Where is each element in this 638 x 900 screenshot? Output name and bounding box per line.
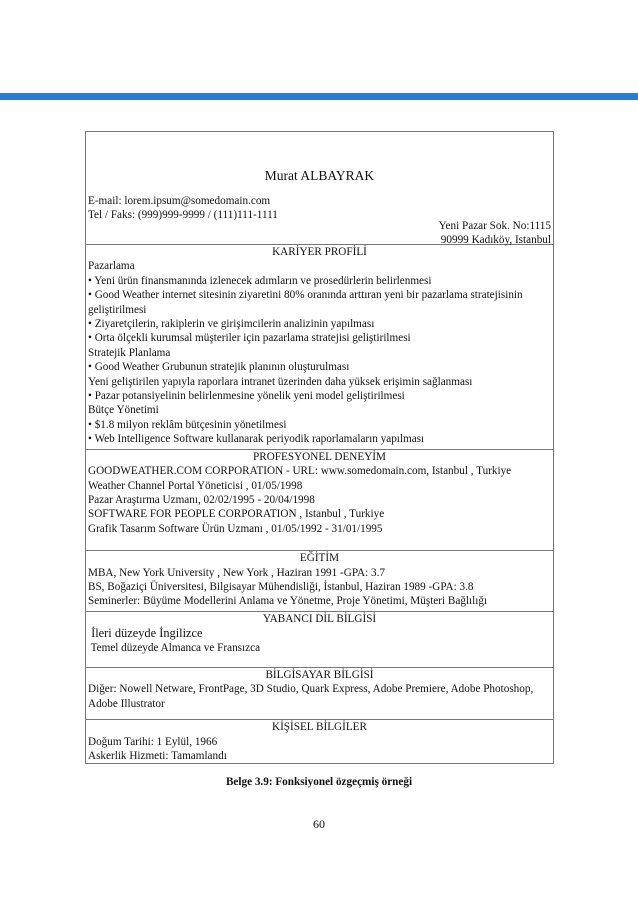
career-line: • Good Weather internet sitesinin ziyaretini 80% oranında arttıran yeni bir pazarlama stratejisinin [88,289,523,302]
experience-line: Weather Channel Portal Yöneticisi , 01/05/1998 [88,479,303,492]
phone-text: Tel / Faks: (999)999-9999 / (111)111-1111 [88,209,278,222]
foreign-language-section [86,612,553,668]
section-title: YABANCI DİL BİLGİSİ [262,612,377,625]
contact-block [88,194,278,223]
header-accent-rule [0,93,638,100]
experience-line: Grafik Tasarım Software Ürün Uzmanı , 01/05/1992 - 31/01/1995 [88,522,383,535]
language-line: Temel düzeyde Almanca ve Fransızca [88,641,261,654]
section-title: KİŞİSEL BİLGİLER [272,721,367,734]
experience-section [86,450,553,551]
language-line: İleri düzeyde İngilizce [88,626,203,641]
career-line: • Good Weather Grubunun stratejik planının oluşturulması [88,361,350,374]
experience-line: SOFTWARE FOR PEOPLE CORPORATION , Istanbul , Turkiye [88,508,385,521]
education-section [86,551,553,612]
education-line: Seminerler: Büyüme Modellerini Anlama ve Yönetme, Proje Yönetimi, Müşteri Bağlılığı [88,595,488,608]
section-title: KARİYER PROFİLİ [272,246,367,258]
page-number: 60 [313,817,325,831]
career-line: Yeni geliştirilen yapıyla raporlara intranet üzerinden daha yüksek erişimin sağlanması [88,375,473,388]
career-line: • $1.8 milyon reklâm bütçesinin yönetilmesi [88,418,287,431]
career-line: geliştirilmesi [88,303,147,316]
figure-caption: Belge 3.9: Fonksiyonel özgeçmiş örneği [225,776,413,788]
personal-line: Doğum Tarihi: 1 Eylül, 1966 [88,735,218,748]
computer-line: Adobe Illustrator [88,697,165,710]
computer-line: Diğer: Nowell Netware, FrontPage, 3D Studio, Quark Express, Adobe Premiere, Adobe Photoshop, [88,683,534,696]
section-title: EĞİTİM [299,552,340,565]
cv-header-section [86,132,553,245]
experience-line: Pazar Araştırma Uzmanı, 02/02/1995 - 20/04/1998 [88,493,315,506]
career-line: • Orta ölçekli kurumsal müşteriler için pazarlama stratejisi geliştirilmesi [88,332,411,345]
computer-skills-section [86,668,553,720]
career-line: Bütçe Yönetimi [88,404,159,417]
career-line: • Ziyaretçilerin, rakiplerin ve girişimcilerin analizinin yapılması [88,318,375,331]
section-title: PROFESYONEL DENEYİM [253,450,386,463]
career-line: • Web Intelligence Software kullanarak periyodik raporlamaların yapılması [88,433,425,446]
education-line: MBA, New York University , New York , Haziran 1991 -GPA: 3.7 [88,566,385,579]
experience-line: GOODWEATHER.COM CORPORATION - URL: www.somedomain.com, Istanbul , Turkiye [88,465,512,478]
email-text: E-mail: lorem.ipsum@somedomain.com [88,195,271,207]
person-name: Murat ALBAYRAK [264,168,375,183]
career-profile-section [86,245,553,450]
education-line: BS, Boğaziçi Üniversitesi, Bilgisayar Mühendisliği, İstanbul, Haziran 1989 -GPA: 3.8 [88,580,474,593]
personal-info-section [86,720,553,764]
career-line: • Pazar potansiyelinin belirlenmesine yönelik yeni model geliştirilmesi [88,390,405,403]
career-line: Stratejik Planlama [88,346,171,359]
address-line-2: 90999 Kadıköy, Istanbul [440,234,551,247]
address-block [439,219,551,248]
cv-table [85,131,554,764]
personal-line: Askerlik Hizmeti: Tamamlandı [88,750,227,762]
career-line: • Yeni ürün finansmanında izlenecek adımların ve prosedürlerin belirlenmesi [88,274,432,287]
section-title: BİLGİSAYAR BİLGİSİ [265,668,374,681]
career-line: Pazarlama [88,260,135,273]
address-line-1: Yeni Pazar Sok. No:1115 [438,220,551,232]
